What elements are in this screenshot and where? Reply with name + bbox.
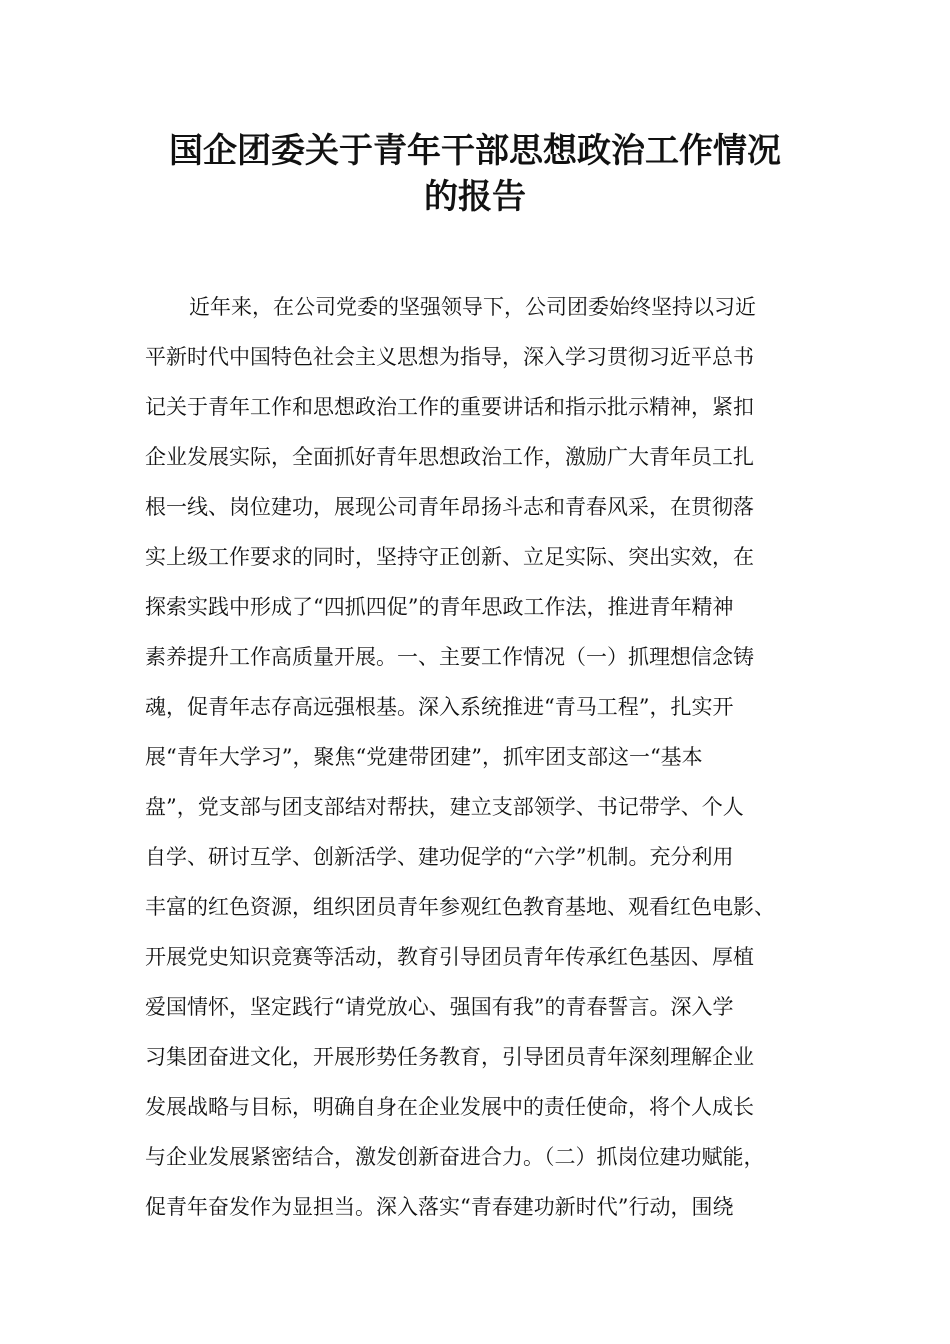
body-line: 自学、研讨互学、创新活学、建功促学的“六学”机制。充分利用 <box>145 845 734 869</box>
body-line: 开展党史知识竞赛等活动，教育引导团员青年传承红色基因、厚植 <box>145 945 754 969</box>
body-line: 习集团奋进文化，开展形势任务教育，引导团员青年深刻理解企业 <box>145 1045 754 1069</box>
body-line: 素养提升工作高质量开展。一、主要工作情况（一）抓理想信念铸 <box>145 645 754 669</box>
body-line: 近年来，在公司党委的坚强领导下，公司团委始终坚持以习近 <box>189 295 756 319</box>
document-body <box>145 282 825 1232</box>
body-line: 发展战略与目标，明确自身在企业发展中的责任使命，将个人成长 <box>145 1095 754 1119</box>
title-line: 的报告 <box>424 177 526 217</box>
body-line: 实上级工作要求的同时，坚持守正创新、立足实际、突出实效，在 <box>145 545 754 569</box>
body-line: 根一线、岗位建功，展现公司青年昂扬斗志和青春风采，在贯彻落 <box>145 495 754 519</box>
body-line: 平新时代中国特色社会主义思想为指导，深入学习贯彻习近平总书 <box>145 345 754 369</box>
document-title <box>0 128 950 220</box>
body-line: 魂，促青年志存高远强根基。深入系统推进“青马工程”，扎实开 <box>145 695 734 719</box>
body-line: 促青年奋发作为显担当。深入落实“青春建功新时代”行动，围绕 <box>145 1195 734 1219</box>
body-line: 记关于青年工作和思想政治工作的重要讲话和指示批示精神，紧扣 <box>145 395 754 419</box>
body-line: 盘”，党支部与团支部结对帮扶，建立支部领学、书记带学、个人 <box>145 795 744 819</box>
body-line: 丰富的红色资源，组织团员青年参观红色教育基地、观看红色电影、 <box>145 895 775 919</box>
title-line: 国企团委关于青年干部思想政治工作情况 <box>169 131 781 171</box>
body-line: 探索实践中形成了“四抓四促”的青年思政工作法，推进青年精神 <box>145 595 734 619</box>
body-line: 展“青年大学习”，聚焦“党建带团建”，抓牢团支部这一“基本 <box>145 745 703 769</box>
body-line: 与企业发展紧密结合，激发创新奋进合力。（二）抓岗位建功赋能， <box>145 1145 765 1169</box>
body-line: 爱国情怀，坚定践行“请党放心、强国有我”的青春誓言。深入学 <box>145 995 734 1019</box>
body-line: 企业发展实际，全面抓好青年思想政治工作，激励广大青年员工扎 <box>145 445 754 469</box>
